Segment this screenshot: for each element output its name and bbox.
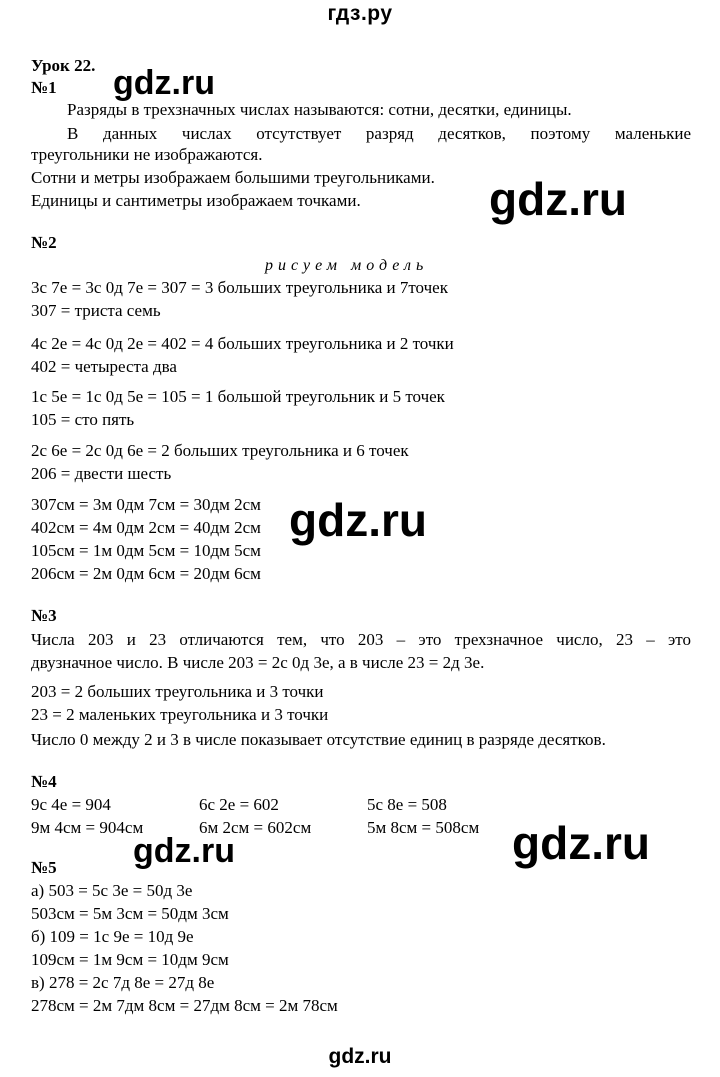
site-footer: gdz.ru: [328, 1045, 392, 1068]
task-2-line: 2с 6е = 2с 0д 6е = 2 больших треугольника и 6 точек: [31, 441, 409, 460]
task-5-line: в) 278 = 2с 7д 8е = 27д 8е: [31, 973, 215, 992]
task-1-line: треугольники не изображаются.: [31, 145, 263, 164]
task-2-heading: №2: [31, 233, 57, 252]
task-4-cell: 6с 2е = 602: [199, 795, 279, 814]
watermark-logo: gdz.ru: [489, 173, 627, 225]
task-1-line: Сотни и метры изображаем большими треугольниками.: [31, 168, 435, 187]
task-2-line: 1с 5е = 1с 0д 5е = 105 = 1 большой треугольник и 5 точек: [31, 387, 445, 406]
watermark-logo: gdz.ru: [133, 832, 235, 870]
task-1-line: Единицы и сантиметры изображаем точками.: [31, 191, 361, 210]
task-2-line: 3с 7е = 3с 0д 7е = 307 = 3 больших треугольника и 7точек: [31, 278, 448, 297]
task-1-line: В данных числах отсутствует разряд десятков, поэтому маленькие: [67, 124, 691, 143]
task-1-heading: №1: [31, 78, 57, 97]
watermark-logo: gdz.ru: [289, 494, 427, 546]
task-2-line: 206см = 2м 0дм 6см = 20дм 6см: [31, 564, 261, 583]
task-4-cell: 6м 2см = 602см: [199, 818, 312, 837]
task-2-line: 307см = 3м 0дм 7см = 30дм 2см: [31, 495, 261, 514]
task-2-line: 105 = сто пять: [31, 410, 135, 429]
task-2-line: 4с 2е = 4с 0д 2е = 402 = 4 больших треугольника и 2 точки: [31, 334, 454, 353]
task-5-line: 503см = 5м 3см = 50дм 3см: [31, 904, 229, 923]
task-5-line: б) 109 = 1с 9е = 10д 9е: [31, 927, 194, 946]
task-3-line: Числа 203 и 23 отличаются тем, что 203 – это трехзначное число, 23 – это: [31, 630, 691, 649]
task-2-line: 402 = четыреста два: [31, 357, 177, 376]
task-5-line: а) 503 = 5с 3е = 50д 3е: [31, 881, 193, 900]
task-3-line: 23 = 2 маленьких треугольника и 3 точки: [31, 705, 329, 724]
task-4-cell: 9м 4см = 904см: [31, 818, 144, 837]
task-1-line: Разряды в трехзначных числах называются: сотни, десятки, единицы.: [67, 100, 572, 119]
task-5-line: 109см = 1м 9см = 10дм 9см: [31, 950, 229, 969]
task-2-line: 307 = триста семь: [31, 301, 161, 320]
lesson-title: Урок 22.: [31, 56, 96, 75]
site-header: гдз.ру: [327, 2, 393, 25]
task-3-line: 203 = 2 больших треугольника и 3 точки: [31, 682, 324, 701]
task-2-subtitle: рисуем модель: [265, 257, 429, 274]
watermark-logo: gdz.ru: [512, 817, 650, 869]
task-4-cell: 9с 4е = 904: [31, 795, 111, 814]
task-5-heading: №5: [31, 858, 57, 877]
task-4-cell: 5м 8см = 508см: [367, 818, 480, 837]
task-2-line: 105см = 1м 0дм 5см = 10дм 5см: [31, 541, 261, 560]
watermark-logo: gdz.ru: [113, 64, 215, 102]
task-3-heading: №3: [31, 606, 57, 625]
task-2-line: 206 = двести шесть: [31, 464, 172, 483]
task-3-line: Число 0 между 2 и 3 в числе показывает отсутствие единиц в разряде десятков.: [31, 730, 606, 749]
task-2-line: 402см = 4м 0дм 2см = 40дм 2см: [31, 518, 261, 537]
task-4-cell: 5с 8е = 508: [367, 795, 447, 814]
task-5-line: 278см = 2м 7дм 8см = 27дм 8см = 2м 78см: [31, 996, 338, 1015]
task-3-line: двузначное число. В числе 203 = 2с 0д 3е, а в числе 23 = 2д 3е.: [31, 653, 485, 672]
task-4-heading: №4: [31, 772, 57, 791]
